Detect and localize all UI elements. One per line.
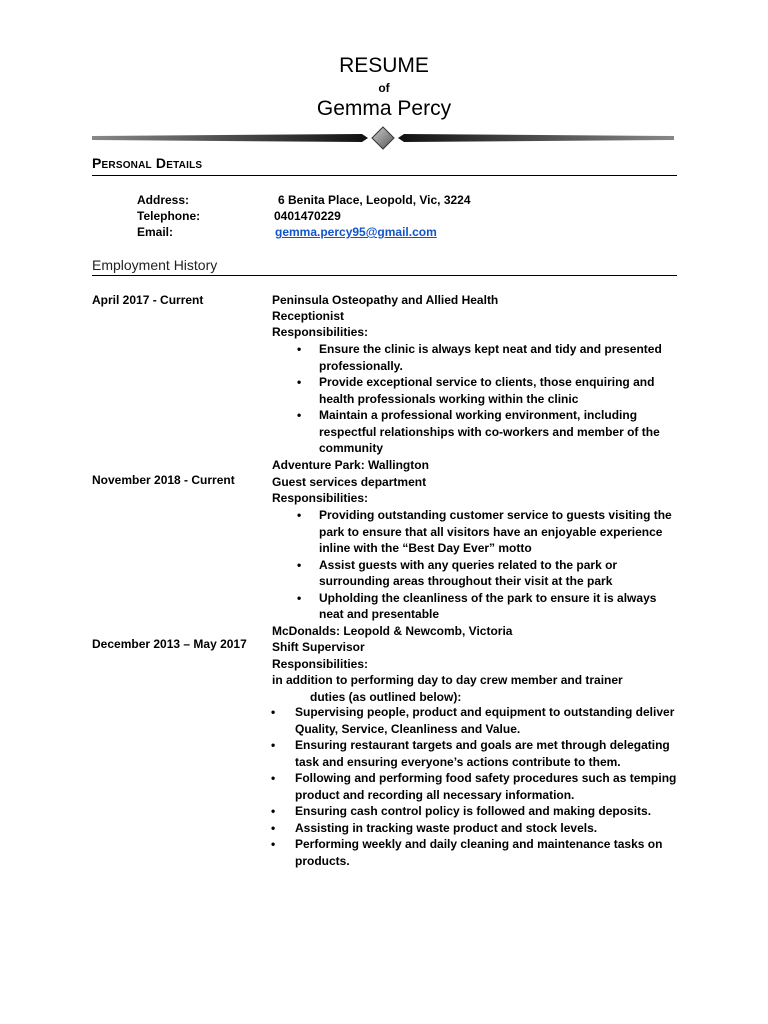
job-date: April 2017 - Current [92, 293, 204, 307]
address-value: 6 Benita Place, Leopold, Vic, 3224 [278, 193, 471, 207]
email-link[interactable]: gemma.percy95@gmail.com [275, 225, 437, 239]
list-item: • Performing weekly and daily cleaning and maintenance tasks on products. [271, 837, 663, 868]
bullet-icon: • [271, 738, 276, 752]
list-item: • Ensuring cash control policy is followed and making deposits. [271, 804, 652, 818]
bullet-icon: • [297, 342, 302, 356]
bullet-icon: • [271, 804, 276, 818]
person-name: Gemma Percy [316, 97, 452, 120]
telephone-value: 0401470229 [274, 209, 341, 223]
bullet-icon: • [297, 375, 302, 389]
job-responsibilities-label: Responsibilities: [272, 491, 369, 505]
job-role: Guest services department [272, 475, 427, 489]
list-item: • Assisting in tracking waste product and stock levels. [271, 820, 598, 835]
bullet-icon: • [297, 590, 302, 605]
job-responsibilities-label: Responsibilities: [272, 325, 369, 339]
bullet-icon: • [271, 771, 276, 785]
list-item: • Ensuring restaurant targets and goals are met through delegating task and ensuring everyone’s actions contribute to them. [271, 738, 670, 769]
bullet-icon: • [271, 837, 276, 851]
address-label: Address: [137, 193, 190, 207]
telephone-label: Telephone: [137, 209, 201, 223]
list-item: • Supervising people, product and equipment to outstanding deliver Quality, Service, Cleanliness and Value. [271, 705, 675, 736]
email-label: Email: [137, 225, 174, 239]
job-responsibilities-label: Responsibilities: [272, 657, 369, 671]
job-intro: in addition to performing day to day crew member and trainer duties (as outlined below): [272, 673, 623, 704]
bullet-icon: • [297, 557, 302, 572]
job-date: November 2018 - Current [92, 473, 235, 487]
bullet-icon: • [271, 820, 276, 835]
section-rule [92, 175, 677, 176]
list-item: • Assist guests with any queries related to the park or surrounding areas throughout their visit at the park [297, 557, 618, 588]
personal-details-heading: Personal Details [92, 155, 203, 171]
responsibilities-list [271, 704, 680, 869]
job-employer: Peninsula Osteopathy and Allied Health [272, 293, 499, 307]
responsibilities-list [297, 341, 674, 457]
bullet-icon: • [297, 408, 302, 422]
list-item: • Ensure the clinic is always kept neat and tidy and presented professionally. [297, 342, 662, 373]
job-employer: Adventure Park: Wallington [272, 458, 429, 472]
header-divider [92, 125, 674, 155]
list-item: • Providing outstanding customer service to guests visiting the park to ensure that all visitors have an enjoyable experience inline with the “Best Day Ever” motto [297, 508, 672, 555]
bullet-icon: • [271, 705, 276, 719]
list-item: • Provide exceptional service to clients, those enquiring and health professionals working within the clinic [297, 375, 655, 406]
list-item: • Upholding the cleanliness of the park to ensure it is always neat and presentable [297, 590, 657, 621]
bullet-icon: • [297, 508, 302, 522]
job-employer: McDonalds: Leopold & Newcomb, Victoria [272, 624, 513, 638]
responsibilities-list [297, 507, 674, 623]
job-role: Shift Supervisor [272, 640, 365, 654]
job-date: December 2013 – May 2017 [92, 637, 247, 651]
resume-title: RESUME [339, 54, 429, 77]
of-word: of [378, 81, 390, 95]
job-role: Receptionist [272, 309, 345, 323]
list-item: • Maintain a professional working environment, including respectful relationships with co-workers and member of the community [297, 408, 660, 455]
employment-history-heading: Employment History [92, 257, 218, 273]
section-rule [92, 275, 677, 276]
list-item: • Following and performing food safety procedures such as temping product and recording all necessary information. [271, 771, 677, 802]
